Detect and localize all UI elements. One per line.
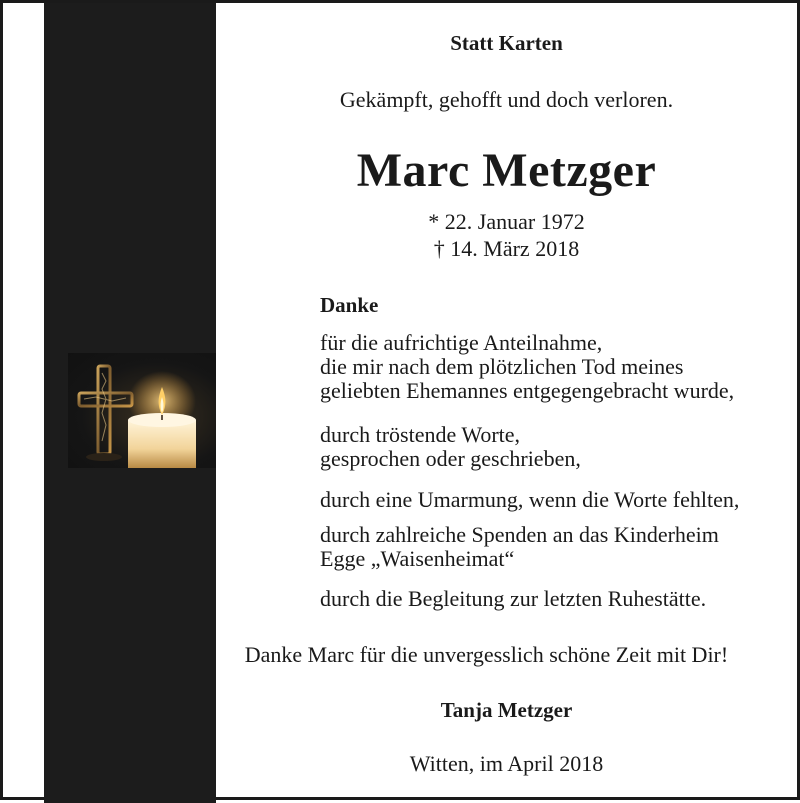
- thanks-paragraph: [320, 523, 719, 571]
- death-date: † 14. März 2018: [433, 236, 580, 261]
- birth-date: * 22. Januar 1972: [428, 209, 585, 234]
- candle-icon: [68, 353, 216, 468]
- notice-text-area: [216, 3, 797, 797]
- motto: Gekämpft, gehofft und doch verloren.: [339, 87, 674, 112]
- thanks-line: durch die Begleitung zur letzten Ruhestätte.: [320, 586, 707, 611]
- thanks-line: für die aufrichtige Anteilnahme,: [320, 330, 603, 355]
- thanks-heading: Danke: [320, 293, 379, 317]
- thanks-paragraph: [320, 331, 734, 403]
- thanks-line: durch zahlreiche Spenden an das Kinderheim: [320, 522, 719, 547]
- thanks-paragraph: [320, 488, 739, 512]
- thanks-line: gesprochen oder geschrieben,: [320, 446, 581, 471]
- cross-and-candle-image: [68, 353, 216, 468]
- header-statt-karten: Statt Karten: [450, 31, 563, 55]
- closing-line: Danke Marc für die unvergesslich schöne Zeit mit Dir!: [244, 642, 729, 667]
- deceased-name: Marc Metzger: [356, 144, 657, 197]
- thanks-line: durch tröstende Worte,: [320, 422, 521, 447]
- signature: Tanja Metzger: [440, 698, 573, 722]
- thanks-line: geliebten Ehemannes entgegengebracht wurde,: [320, 378, 735, 403]
- thanks-line: die mir nach dem plötzlichen Tod meines: [320, 354, 684, 379]
- place-and-date: Witten, im April 2018: [409, 751, 604, 776]
- thanks-paragraph: [320, 423, 581, 471]
- thanks-line: durch eine Umarmung, wenn die Worte fehlten,: [320, 487, 740, 512]
- thanks-line: Egge „Waisenheimat“: [320, 546, 515, 571]
- thanks-paragraph: [320, 587, 706, 611]
